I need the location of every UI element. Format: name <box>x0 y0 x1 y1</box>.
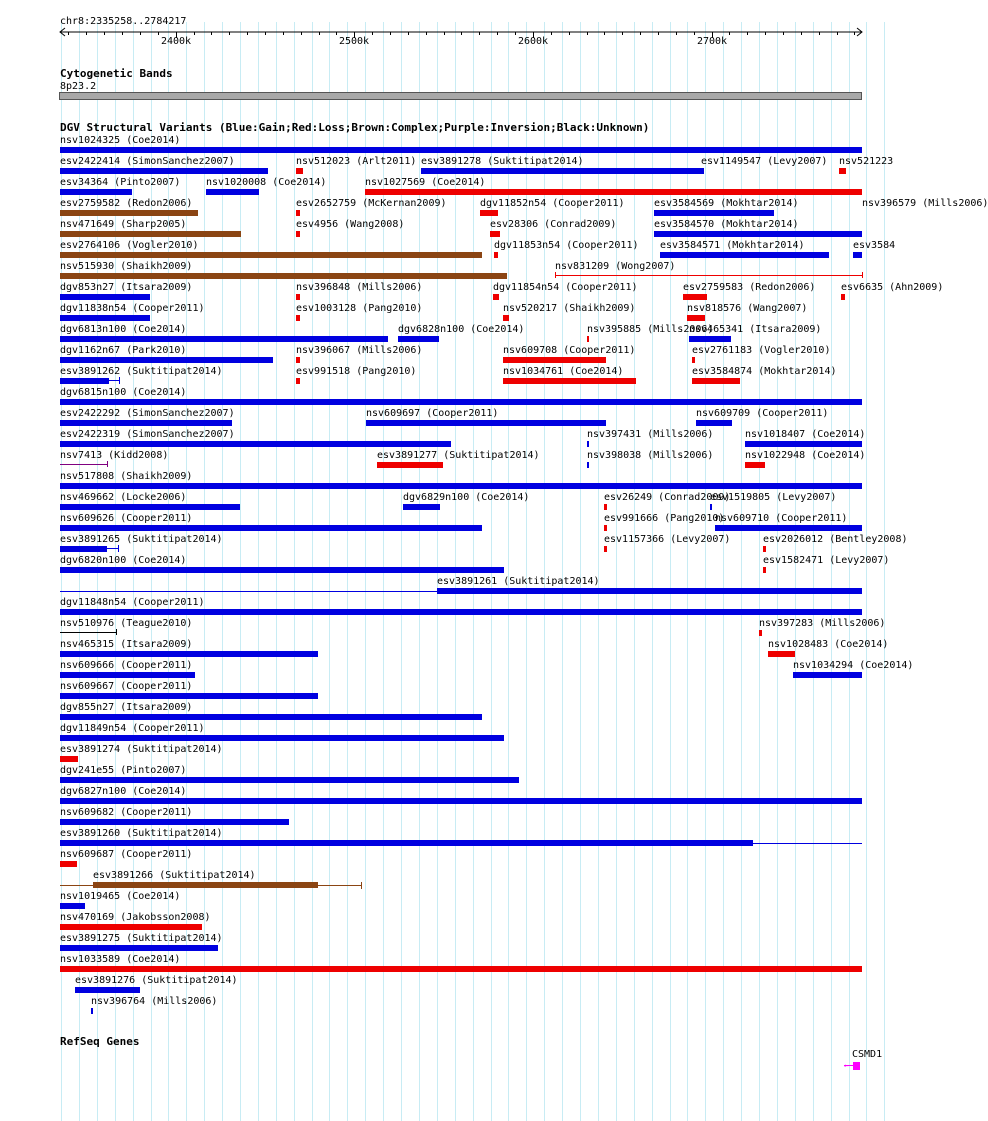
variant-label[interactable]: nsv609667 (Cooper2011) <box>60 681 193 692</box>
variant-bar[interactable] <box>604 546 607 552</box>
variant-bar[interactable] <box>60 189 132 195</box>
variant-bar[interactable] <box>763 567 766 573</box>
variant-label[interactable]: dgv11848n54 (Cooper2011) <box>60 597 205 608</box>
variant-bar[interactable] <box>480 210 498 216</box>
variant-bar[interactable] <box>60 945 218 951</box>
variant-bar[interactable] <box>60 315 150 321</box>
variant-bar[interactable] <box>60 147 862 153</box>
variant-bar[interactable] <box>793 672 862 678</box>
variant-label[interactable]: esv1149547 (Levy2007) <box>701 156 828 167</box>
variant-label[interactable]: nsv609626 (Cooper2011) <box>60 513 193 524</box>
variant-label[interactable]: nsv395885 (Mills2006) <box>587 324 714 335</box>
variant-bar[interactable] <box>710 504 712 510</box>
variant-tail-line <box>109 380 119 381</box>
variant-label[interactable]: esv3891274 (Suktitipat2014) <box>60 744 223 755</box>
variant-label[interactable]: nsv1020008 (Coe2014) <box>206 177 327 188</box>
variant-label[interactable]: nsv1022948 (Coe2014) <box>745 450 866 461</box>
variant-bar[interactable] <box>841 294 845 300</box>
variant-bar[interactable] <box>660 252 829 258</box>
variant-label[interactable]: dgv6815n100 (Coe2014) <box>60 387 187 398</box>
variant-bar[interactable] <box>696 420 732 426</box>
variant-label[interactable]: dgv855n27 (Itsara2009) <box>60 702 193 713</box>
variant-bar[interactable] <box>60 924 202 930</box>
variant-label[interactable]: nsv397283 (Mills2006) <box>759 618 886 629</box>
variant-label[interactable]: esv991518 (Pang2010) <box>296 366 417 377</box>
variant-label[interactable]: esv2761183 (Vogler2010) <box>692 345 831 356</box>
variant-label[interactable]: dgv11853n54 (Cooper2011) <box>494 240 639 251</box>
variant-label[interactable]: esv3584569 (Mokhtar2014) <box>654 198 799 209</box>
variant-label[interactable]: esv2764106 (Vogler2010) <box>60 240 199 251</box>
variant-label[interactable]: nsv396067 (Mills2006) <box>296 345 423 356</box>
variant-label[interactable]: esv26249 (Conrad2009) <box>604 492 731 503</box>
variant-bar[interactable] <box>296 315 300 321</box>
variant-bar[interactable] <box>206 189 259 195</box>
variant-label[interactable]: nsv609708 (Cooper2011) <box>503 345 636 356</box>
variant-label[interactable]: nsv1028483 (Coe2014) <box>768 639 889 650</box>
variant-bar[interactable] <box>60 861 77 867</box>
variant-bar[interactable] <box>60 252 482 258</box>
variant-label[interactable]: nsv609682 (Cooper2011) <box>60 807 193 818</box>
variant-bar[interactable] <box>60 357 273 363</box>
ruler-tick-label: 2400k <box>160 36 192 47</box>
variant-bar[interactable] <box>60 609 862 615</box>
variant-bar[interactable] <box>60 294 150 300</box>
variant-label[interactable]: esv1582471 (Levy2007) <box>763 555 890 566</box>
variant-bar[interactable] <box>494 252 498 258</box>
variant-label[interactable]: nsv818576 (Wang2007) <box>687 303 808 314</box>
variant-bar[interactable] <box>398 336 439 342</box>
cytoband-name: 8p23.2 <box>60 81 97 92</box>
variant-label[interactable]: esv34364 (Pinto2007) <box>60 177 181 188</box>
variant-bar[interactable] <box>853 252 862 258</box>
variant-bar[interactable] <box>421 168 702 174</box>
variant-flank-line <box>60 591 437 592</box>
variant-bar[interactable] <box>60 441 451 447</box>
variant-bar[interactable] <box>604 504 607 510</box>
variant-label[interactable]: nsv7413 (Kidd2008) <box>60 450 169 461</box>
variant-label[interactable]: esv6635 (Ahn2009) <box>841 282 944 293</box>
variant-label[interactable]: esv2026012 (Bentley2008) <box>763 534 908 545</box>
variant-bar[interactable] <box>683 294 707 300</box>
variant-bar[interactable] <box>687 315 705 321</box>
variant-bar[interactable] <box>60 273 507 279</box>
variant-label[interactable]: nsv471649 (Sharp2005) <box>60 219 187 230</box>
variant-bar[interactable] <box>715 525 862 531</box>
variant-bar[interactable] <box>60 714 482 720</box>
gene-label[interactable]: CSMD1 <box>852 1049 883 1060</box>
csmd1-gene-feature[interactable]: ← <box>844 1063 862 1069</box>
variant-label[interactable]: esv4956 (Wang2008) <box>296 219 405 230</box>
variant-label[interactable]: nsv397431 (Mills2006) <box>587 429 714 440</box>
variant-bar[interactable] <box>587 462 589 468</box>
variant-bar[interactable] <box>654 210 774 216</box>
variant-label[interactable]: nsv1034294 (Coe2014) <box>793 660 914 671</box>
variant-label[interactable]: nsv470169 (Jakobsson2008) <box>60 912 211 923</box>
variant-bar[interactable] <box>60 420 232 426</box>
variant-label[interactable]: nsv517808 (Shaikh2009) <box>60 471 193 482</box>
variant-label[interactable]: nsv520217 (Shaikh2009) <box>503 303 636 314</box>
ruler-tick-label: 2600k <box>517 36 549 47</box>
variant-label[interactable]: dgv11852n54 (Cooper2011) <box>480 198 625 209</box>
variant-bar[interactable] <box>503 378 636 384</box>
refseq-track-title: RefSeq Genes <box>60 1035 140 1048</box>
variant-bar[interactable] <box>745 462 765 468</box>
variant-label[interactable]: nsv465341 (Itsara2009) <box>689 324 822 335</box>
variant-bar[interactable] <box>60 483 862 489</box>
variant-bar[interactable] <box>759 630 762 636</box>
variant-bar[interactable] <box>689 336 731 342</box>
variant-bar[interactable] <box>366 420 606 426</box>
region-label: chr8:2335258..2784217 <box>60 16 187 27</box>
variant-label[interactable]: dgv6827n100 (Coe2014) <box>60 786 187 797</box>
variant-bar[interactable] <box>587 336 589 342</box>
variant-bar[interactable] <box>60 168 268 174</box>
variant-bar[interactable] <box>768 651 795 657</box>
variant-tail-line <box>753 843 862 844</box>
variant-bar[interactable] <box>60 777 519 783</box>
variant-label[interactable]: esv3584571 (Mokhtar2014) <box>660 240 805 251</box>
variant-label[interactable]: dgv6820n100 (Coe2014) <box>60 555 187 566</box>
cytoband-bar[interactable] <box>59 92 862 100</box>
dgv-track-title: DGV Structural Variants (Blue:Gain;Red:Loss;Brown:Complex;Purple:Inversion;Black:Unknown) <box>60 121 650 134</box>
variant-bar[interactable] <box>296 210 300 216</box>
variant-label[interactable]: dgv1162n67 (Park2010) <box>60 345 187 356</box>
variant-bar[interactable] <box>692 378 740 384</box>
variant-label[interactable]: esv3891278 (Suktitipat2014) <box>421 156 584 167</box>
variant-label[interactable]: nsv831209 (Wong2007) <box>555 261 676 272</box>
variant-bar[interactable] <box>60 966 862 972</box>
variant-bar[interactable] <box>60 672 195 678</box>
variant-label[interactable]: dgv6828n100 (Coe2014) <box>398 324 525 335</box>
variant-label[interactable]: esv2652759 (McKernan2009) <box>296 198 447 209</box>
variant-bar[interactable] <box>296 231 300 237</box>
variant-bar[interactable] <box>60 840 753 846</box>
variant-bar[interactable] <box>365 189 862 195</box>
variant-bar[interactable] <box>490 231 500 237</box>
variant-label[interactable]: nsv521223 <box>839 156 894 167</box>
variant-label[interactable]: esv1519805 (Levy2007) <box>710 492 837 503</box>
variant-bar[interactable] <box>839 168 846 174</box>
variant-label[interactable]: dgv11849n54 (Cooper2011) <box>60 723 205 734</box>
variant-bar[interactable] <box>503 357 606 363</box>
variant-label[interactable]: esv2759582 (Redon2006) <box>60 198 193 209</box>
variant-label[interactable]: dgv241e55 (Pinto2007) <box>60 765 187 776</box>
variant-bar[interactable] <box>60 525 482 531</box>
variant-label[interactable]: nsv510976 (Teague2010) <box>60 618 193 629</box>
variant-bar[interactable] <box>493 294 499 300</box>
variant-label[interactable]: nsv396848 (Mills2006) <box>296 282 423 293</box>
variant-label[interactable]: esv3891276 (Suktitipat2014) <box>75 975 238 986</box>
variant-bar[interactable] <box>60 504 240 510</box>
variant-bar[interactable] <box>93 882 318 888</box>
variant-bar[interactable] <box>587 441 589 447</box>
variant-bar[interactable] <box>60 756 78 762</box>
variant-bar[interactable] <box>60 231 241 237</box>
variant-bar[interactable] <box>604 525 607 531</box>
variant-bar[interactable] <box>60 210 198 216</box>
variant-label[interactable]: esv3584874 (Mokhtar2014) <box>692 366 837 377</box>
ruler-tick-label: 2700k <box>696 36 728 47</box>
variant-end-tick <box>119 377 120 384</box>
variant-bar[interactable] <box>60 735 504 741</box>
variant-bar[interactable] <box>60 567 504 573</box>
coordinate-ruler <box>0 26 890 48</box>
variant-label[interactable]: nsv515930 (Shaikh2009) <box>60 261 193 272</box>
variant-bar[interactable] <box>60 819 289 825</box>
variant-bar[interactable] <box>296 168 303 174</box>
variant-label[interactable]: esv3891260 (Suktitipat2014) <box>60 828 223 839</box>
variant-end-tick <box>361 882 362 889</box>
variant-bar[interactable] <box>692 357 695 363</box>
variant-bar[interactable] <box>60 399 862 405</box>
variant-bar[interactable] <box>403 504 440 510</box>
variant-bar[interactable] <box>60 693 318 699</box>
variant-label[interactable]: nsv609709 (Cooper2011) <box>696 408 829 419</box>
variant-label[interactable]: esv2422292 (SimonSanchez2007) <box>60 408 235 419</box>
variant-bar[interactable] <box>437 588 862 594</box>
variant-label[interactable]: nsv1024325 (Coe2014) <box>60 135 181 146</box>
variant-label[interactable]: esv3891265 (Suktitipat2014) <box>60 534 223 545</box>
variant-label[interactable]: dgv853n27 (Itsara2009) <box>60 282 193 293</box>
variant-label[interactable]: nsv609697 (Cooper2011) <box>366 408 499 419</box>
variant-bar[interactable] <box>503 315 509 321</box>
variant-end-tick <box>862 272 863 278</box>
variant-bar[interactable] <box>60 903 85 909</box>
variant-label[interactable]: nsv609710 (Cooper2011) <box>715 513 848 524</box>
cytoband-track-title: Cytogenetic Bands <box>60 67 173 80</box>
variant-label[interactable]: nsv1019465 (Coe2014) <box>60 891 181 902</box>
variant-label[interactable]: dgv11838n54 (Cooper2011) <box>60 303 205 314</box>
variant-label[interactable]: esv3584570 (Mokhtar2014) <box>654 219 799 230</box>
variant-bar[interactable] <box>60 632 116 633</box>
variant-bar[interactable] <box>91 1008 93 1014</box>
variant-label[interactable]: esv28306 (Conrad2009) <box>490 219 617 230</box>
variant-label[interactable]: nsv398038 (Mills2006) <box>587 450 714 461</box>
variant-tail-line <box>107 548 118 549</box>
variant-label[interactable]: esv1157366 (Levy2007) <box>604 534 731 545</box>
variant-label[interactable]: nsv465315 (Itsara2009) <box>60 639 193 650</box>
variant-bar[interactable] <box>60 651 318 657</box>
variant-label[interactable]: nsv1034761 (Coe2014) <box>503 366 624 377</box>
variant-bar[interactable] <box>555 275 862 276</box>
variant-bar[interactable] <box>60 378 109 384</box>
variant-label[interactable]: esv3891275 (Suktitipat2014) <box>60 933 223 944</box>
variant-label[interactable]: nsv469662 (Locke2006) <box>60 492 187 503</box>
variant-label[interactable]: esv3584 <box>853 240 896 251</box>
variant-end-tick <box>107 461 108 467</box>
variant-label[interactable]: esv3891266 (Suktitipat2014) <box>93 870 256 881</box>
variant-label[interactable]: nsv1018407 (Coe2014) <box>745 429 866 440</box>
variant-label[interactable]: nsv396764 (Mills2006) <box>91 996 218 1007</box>
variant-label[interactable]: nsv1027569 (Coe2014) <box>365 177 486 188</box>
variant-label[interactable]: esv3891277 (Suktitipat2014) <box>377 450 540 461</box>
variant-bar[interactable] <box>60 336 388 342</box>
variant-label[interactable]: dgv6813n100 (Coe2014) <box>60 324 187 335</box>
variant-bar[interactable] <box>745 441 862 447</box>
variant-bar[interactable] <box>701 168 704 174</box>
variant-bar[interactable] <box>75 987 140 993</box>
variant-bar[interactable] <box>60 798 862 804</box>
variant-bar[interactable] <box>296 378 300 384</box>
variant-label[interactable]: dgv11854n54 (Cooper2011) <box>493 282 638 293</box>
variant-bar[interactable] <box>60 464 107 465</box>
variant-label[interactable]: nsv609687 (Cooper2011) <box>60 849 193 860</box>
variant-label[interactable]: esv3891261 (Suktitipat2014) <box>437 576 600 587</box>
variant-bar[interactable] <box>377 462 443 468</box>
variant-bar[interactable] <box>763 546 766 552</box>
variant-bar[interactable] <box>296 357 300 363</box>
variant-label[interactable]: esv2759583 (Redon2006) <box>683 282 816 293</box>
variant-label[interactable]: esv2422414 (SimonSanchez2007) <box>60 156 235 167</box>
variant-label[interactable]: nsv609666 (Cooper2011) <box>60 660 193 671</box>
variant-label[interactable]: nsv396579 (Mills2006) <box>862 198 988 209</box>
variant-label[interactable]: esv3891262 (Suktitipat2014) <box>60 366 223 377</box>
variant-bar[interactable] <box>654 231 862 237</box>
variant-bar[interactable] <box>296 294 300 300</box>
variant-label[interactable]: esv1003128 (Pang2010) <box>296 303 423 314</box>
variant-label[interactable]: nsv512023 (Arlt2011) <box>296 156 417 167</box>
variant-end-tick <box>118 545 119 552</box>
variant-label[interactable]: nsv1033589 (Coe2014) <box>60 954 181 965</box>
variant-bar[interactable] <box>60 546 107 552</box>
variant-label[interactable]: esv2422319 (SimonSanchez2007) <box>60 429 235 440</box>
variant-end-tick <box>116 629 117 635</box>
variant-label[interactable]: esv991666 (Pang2010) <box>604 513 725 524</box>
variant-label[interactable]: dgv6829n100 (Coe2014) <box>403 492 530 503</box>
ruler-tick-label: 2500k <box>338 36 370 47</box>
